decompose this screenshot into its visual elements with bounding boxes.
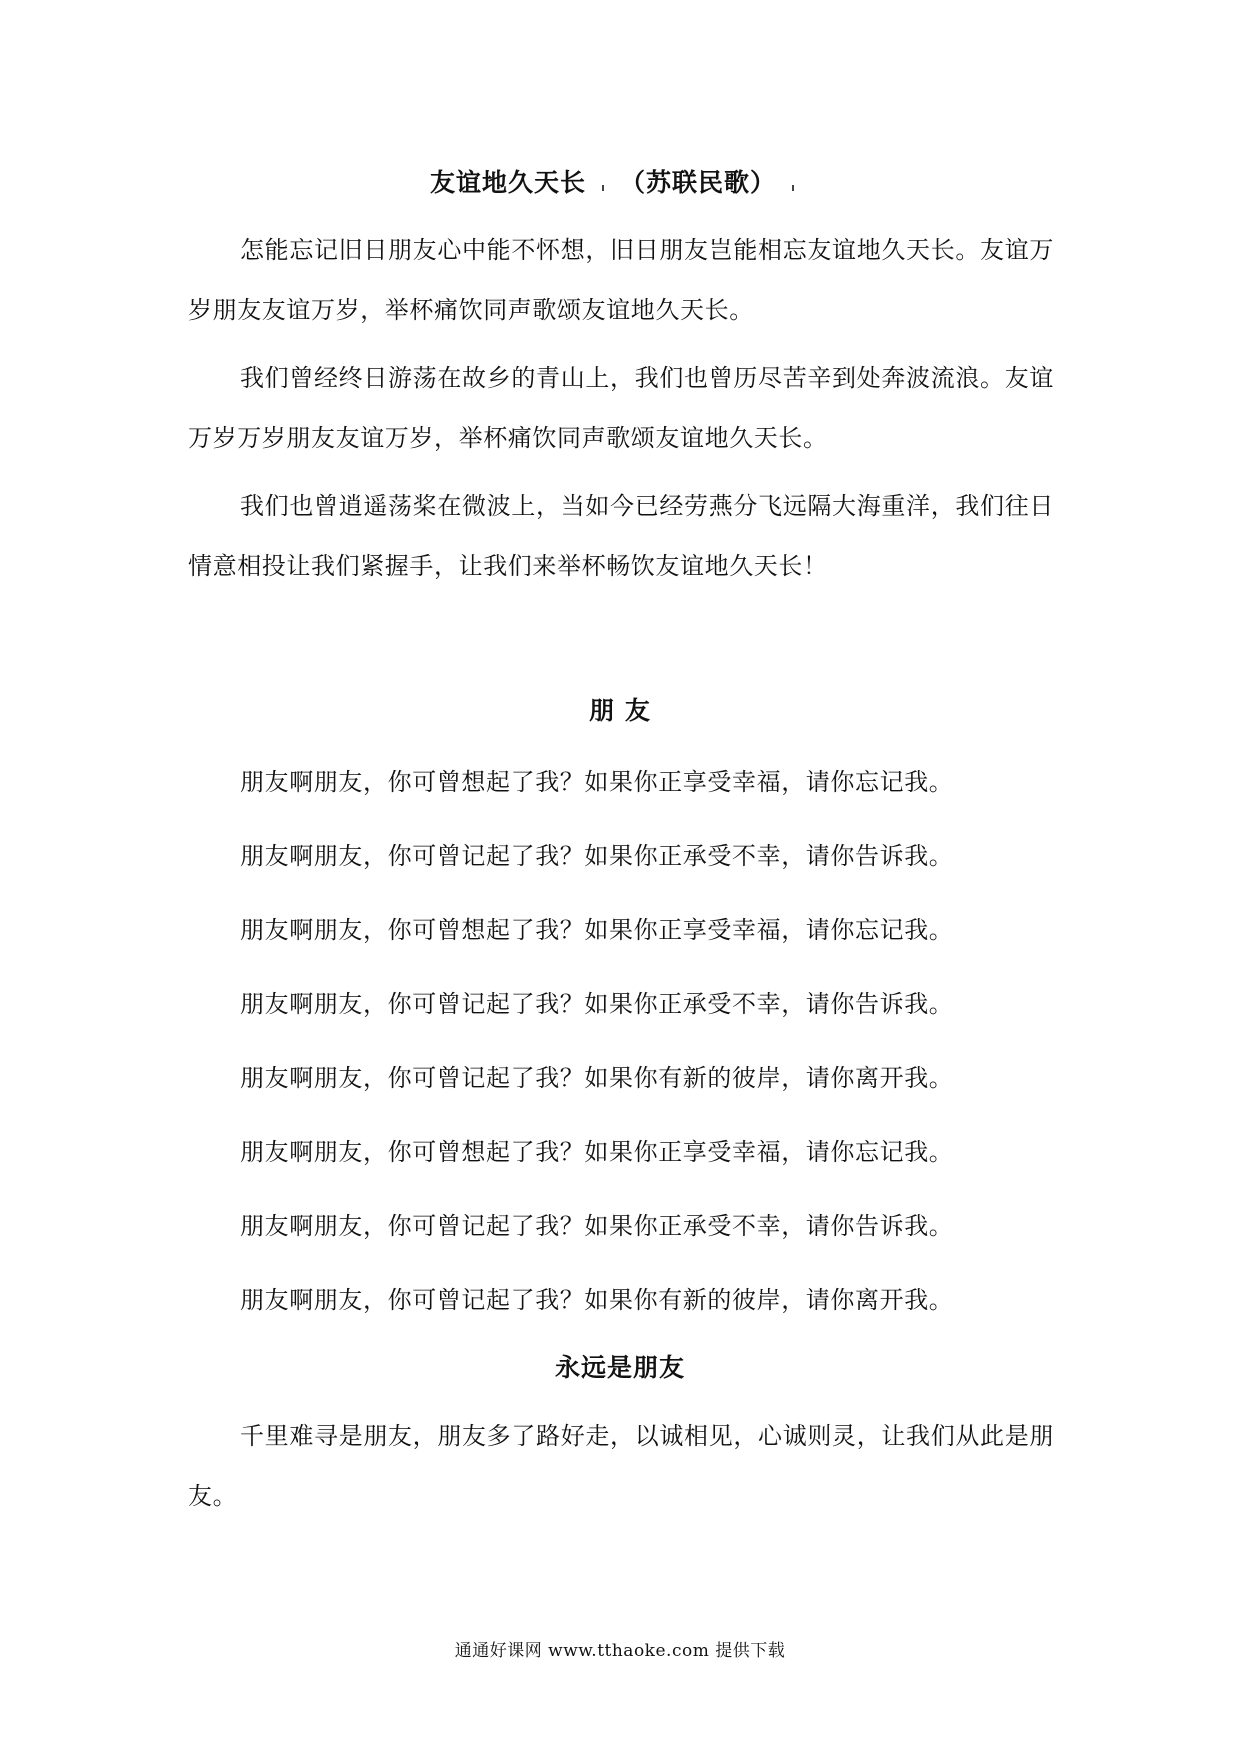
song2-line: 朋友啊朋友，你可曾记起了我？如果你正承受不幸，请你告诉我。 <box>240 1212 954 1240</box>
song2-line: 朋友啊朋友，你可曾记起了我？如果你正承受不幸，请你告诉我。 <box>240 842 954 870</box>
song2-line: 朋友啊朋友，你可曾记起了我？如果你有新的彼岸，请你离开我。 <box>240 1064 954 1092</box>
song2-line: 朋友啊朋友，你可曾记起了我？如果你有新的彼岸，请你离开我。 <box>240 1286 954 1314</box>
song1-verse-1: 怎能忘记旧日朋友心中能不怀想，旧日朋友岂能相忘友谊地久天长。友谊万岁朋友友谊万岁，举杯痛饮同声歌颂友谊地久天长。 <box>188 236 1054 324</box>
page-footer: 通通好课网 www.tthaoke.com 提供下载 <box>454 1641 786 1661</box>
song1-verse-3: 我们也曾逍遥荡桨在微波上，当如今已经劳燕分飞远隔大海重洋，我们往日情意相投让我们紧握手，让我们来举杯畅饮友谊地久天长！ <box>188 492 1054 580</box>
song2-line: 朋友啊朋友，你可曾想起了我？如果你正享受幸福，请你忘记我。 <box>240 1138 954 1166</box>
song-title-friendship-forever <box>0 163 1240 199</box>
song3-verse: 千里难寻是朋友，朋友多了路好走，以诚相见，心诚则灵，让我们从此是朋友。 <box>188 1422 1054 1510</box>
song-title-friends: 朋 友 <box>589 696 651 725</box>
song2-line: 朋友啊朋友，你可曾记起了我？如果你正承受不幸，请你告诉我。 <box>240 990 954 1018</box>
title-mark <box>792 185 794 191</box>
song1-verse-2: 我们曾经终日游荡在故乡的青山上，我们也曾历尽苦辛到处奔波流浪。友谊万岁万岁朋友友谊万岁，举杯痛饮同声歌颂友谊地久天长。 <box>188 364 1054 452</box>
song-subtitle: （苏联民歌） <box>620 168 777 197</box>
song2-line: 朋友啊朋友，你可曾想起了我？如果你正享受幸福，请你忘记我。 <box>240 916 954 944</box>
title-mark <box>602 185 604 191</box>
song-title-text: 友谊地久天长 <box>429 168 586 197</box>
song-title-always-friends: 永远是朋友 <box>554 1353 685 1382</box>
song2-line: 朋友啊朋友，你可曾想起了我？如果你正享受幸福，请你忘记我。 <box>240 768 954 796</box>
